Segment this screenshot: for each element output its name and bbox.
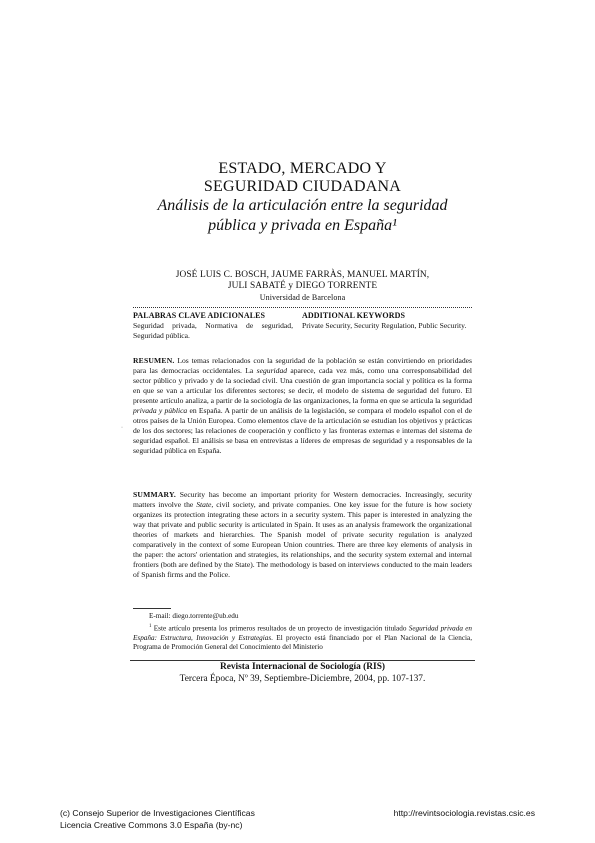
abstract-spanish bbox=[133, 356, 472, 456]
footnotes bbox=[133, 608, 472, 653]
keywords-spanish-text: Seguridad privada, Normativa de seguridad, Seguridad pública. bbox=[133, 321, 293, 340]
abstract-english-italic-1: State bbox=[196, 500, 212, 509]
authors-line-2: JULI SABATÉ y DIEGO TORRENTE bbox=[227, 281, 378, 291]
license-line: Licencia Creative Commons 3.0 España (by-nc) bbox=[60, 819, 243, 830]
abstract-spanish-text-3: en España. A partir de un análisis de la legislación, se compara el modelo español con el de otros países de la Unión Europea. Como elementos clave de la articulación se estudian los objetivos y prácticas de los dos sectores; las relaciones de cooperación y conflicto y las fronteras externas e internas del sistema de seguridad español. El análisis se basa en entrevistas a líderes de empresas de seguridad y a responsables de la seguridad pública en España. bbox=[133, 406, 472, 455]
journal-issue: Tercera Época, Nº 39, Septiembre-Diciembre, 2004, pp. 107-137. bbox=[179, 674, 426, 684]
keywords-spanish-heading: PALABRAS CLAVE ADICIONALES bbox=[133, 311, 266, 320]
article-title-line-1: ESTADO, MERCADO Y bbox=[218, 160, 387, 177]
journal-citation bbox=[130, 660, 475, 685]
journal-url[interactable]: http://revintsociologia.revistas.csic.es bbox=[393, 808, 535, 818]
abstract-english-text-1: Security has become an important priority for Western democracies. Increasingly, security matters involve the bbox=[133, 490, 472, 509]
journal-name: Revista Internacional de Sociología (RIS) bbox=[219, 662, 386, 672]
footnote-email: E-mail: diego.torrente@ub.edu bbox=[149, 612, 239, 620]
footnote-1 bbox=[133, 622, 472, 653]
keywords-divider bbox=[133, 307, 472, 308]
article-subtitle-line-2: pública y privada en España¹ bbox=[208, 217, 397, 234]
article-title-block bbox=[130, 160, 475, 236]
keywords-english-heading: ADDITIONAL KEYWORDS bbox=[302, 311, 406, 320]
abstract-spanish-italic-2: privada y pública bbox=[133, 406, 188, 415]
authors-line-1: JOSÉ LUIS C. BOSCH, JAUME FARRÀS, MANUEL MARTÍN, bbox=[175, 270, 430, 280]
abstract-spanish-label: RESUMEN. bbox=[133, 356, 175, 365]
keywords-english-text: Private Security, Security Regulation, Public Security. bbox=[302, 321, 467, 330]
keywords-section bbox=[133, 307, 472, 340]
footnote-1-text-1: Este artículo presenta los primeros resultados de un proyecto de investigación titulado bbox=[151, 623, 409, 632]
footnote-1-italic: Seguridad privada en España: Estructura, Innovación y Estrategias bbox=[133, 623, 472, 642]
author-affiliation: Universidad de Barcelona bbox=[259, 293, 346, 302]
abstract-english-label: SUMMARY. bbox=[133, 490, 177, 499]
license-footer bbox=[60, 808, 255, 831]
abstract-spanish-italic-1: seguridad bbox=[256, 366, 288, 375]
abstract-english-text-2: , civil society, and private companies. One key issue for the future is how society organizes its protection integrating these actors in a security system. This paper is interested in analyzing the way that private and public security is articulated in Spain. It uses as an analysis framework the organizational theories of markets and hierarchies. The Spanish model of private security regulation is analyzed comparatively in the context of some European Union countries. There are three key elements of analysis in the paper: the actors' orientation and strategies, its relationships, and the security system external and internal frontiers (both are defined by the State). The methodology is based on interviews conducted to the main leaders of Spanish firms and the Police. bbox=[133, 500, 473, 579]
footnote-rule bbox=[133, 608, 171, 609]
article-subtitle-line-1: Análisis de la articulación entre la seguridad bbox=[157, 197, 448, 214]
keywords-spanish bbox=[133, 311, 293, 340]
article-title-line-2: SEGURIDAD CIUDADANA bbox=[203, 178, 402, 195]
footnote-1-mark: 1 bbox=[149, 623, 152, 629]
abstract-english bbox=[133, 490, 472, 580]
footnote-1-text-2: . El proyecto está financiado por el Plan Nacional de la Ciencia, Programa de Promoción General del Conocimiento del Ministerio bbox=[133, 633, 472, 652]
keywords-english bbox=[302, 311, 472, 340]
author-block bbox=[130, 270, 475, 303]
copyright-line: (c) Consejo Superior de Investigaciones Científicas bbox=[60, 808, 255, 818]
abstract-spanish-text-2: aparece, cada vez más, como una corresponsabilidad del sector público y privado y de la sociedad civil. Una cuestión de gran importancia social y política es la forma en que se van a articular los diferentes sectores; se decir, el modelo de sistema de seguridad del futuro. El presente artículo analiza, a partir de la sociología de las organizaciones, la forma en que se articula la seguridad bbox=[133, 366, 472, 405]
margin-mark: · bbox=[121, 425, 123, 431]
abstract-spanish-text-1: Los temas relacionados con la seguridad de la población se están convirtiendo en prioridades para las democracias occidentales. La bbox=[133, 356, 472, 375]
